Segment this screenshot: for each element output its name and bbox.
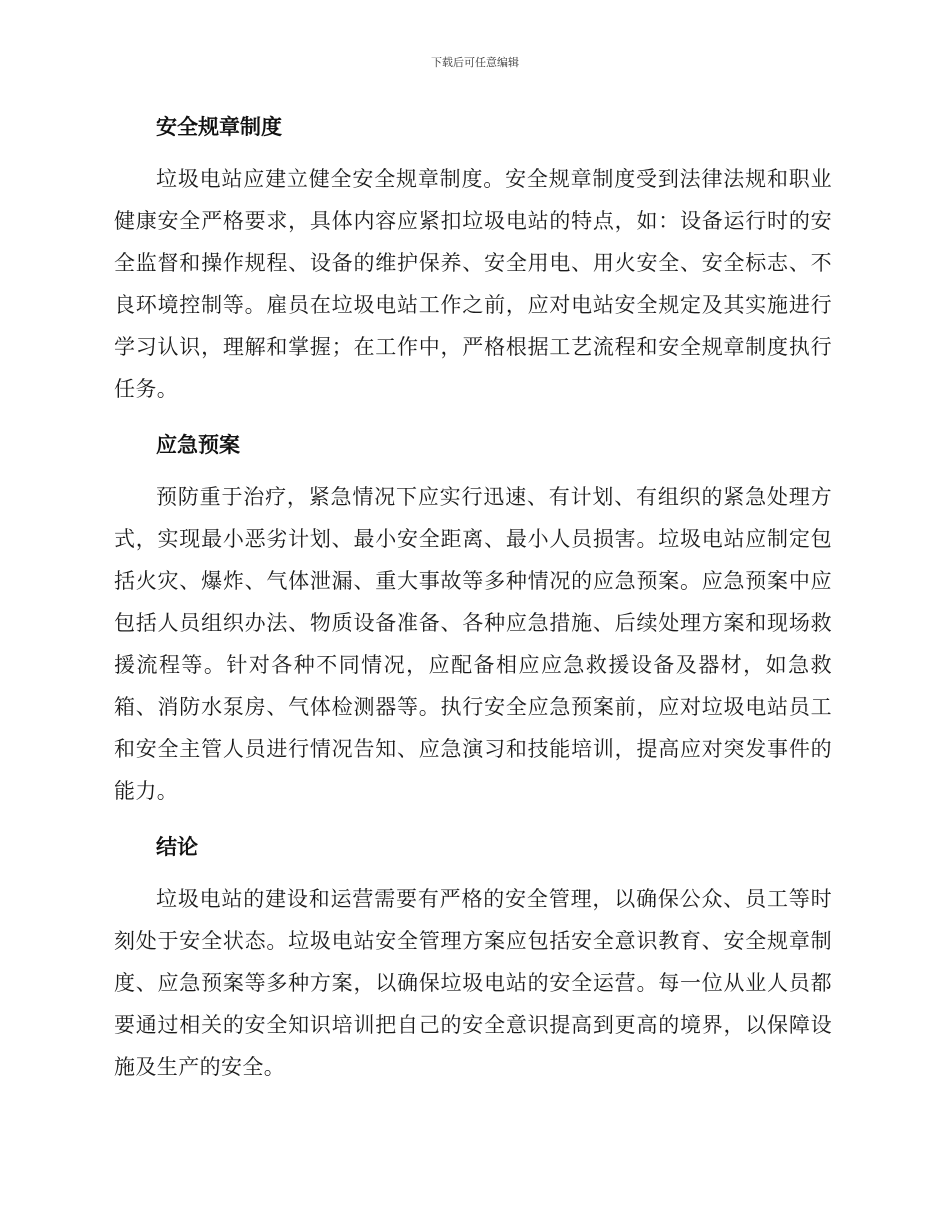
header-note: 下载后可任意编辑 [431,56,519,69]
document-body [114,108,832,1104]
section-paragraph: 预防重于治疗，紧急情况下应实行迅速、有计划、有组织的紧急处理方式，实现最小恶劣计划、最小安全距离、最小人员损害。垃圾电站应制定包括火灾、爆炸、气体泄漏、重大事故等多种情况的应急预案。应急预案中应包括人员组织办法、物质设备准备、各种应急措施、后续处理方案和现场救援流程等。针对各种不同情况，应配备相应应急救援设备及器材，如急救箱、消防水泵房、气体检测器等。执行安全应急预案前，应对垃圾电站员工和安全主管人员进行情况告知、应急演习和技能培训，提高应对突发事件的能力。 [114,485,832,803]
section-safety-rules [114,108,832,410]
section-heading: 结论 [156,835,198,859]
section-conclusion [114,828,832,1088]
section-emergency-plan [114,426,832,812]
section-paragraph: 垃圾电站应建立健全安全规章制度。安全规章制度受到法律法规和职业健康安全严格要求，具体内容应紧扣垃圾电站的特点，如：设备运行时的安全监督和操作规程、设备的维护保养、安全用电、用火安全、安全标志、不良环境控制等。雇员在垃圾电站工作之前，应对电站安全规定及其实施进行学习认识，理解和掌握；在工作中，严格根据工艺流程和安全规章制度执行任务。 [114,167,832,401]
section-paragraph: 垃圾电站的建设和运营需要有严格的安全管理，以确保公众、员工等时刻处于安全状态。垃圾电站安全管理方案应包括安全意识教育、安全规章制度、应急预案等多种方案，以确保垃圾电站的安全运营。每一位从业人员都要通过相关的安全知识培训把自己的安全意识提高到更高的境界，以保障设施及生产的安全。 [114,887,832,1079]
section-heading: 安全规章制度 [156,115,282,139]
section-heading: 应急预案 [156,433,240,457]
